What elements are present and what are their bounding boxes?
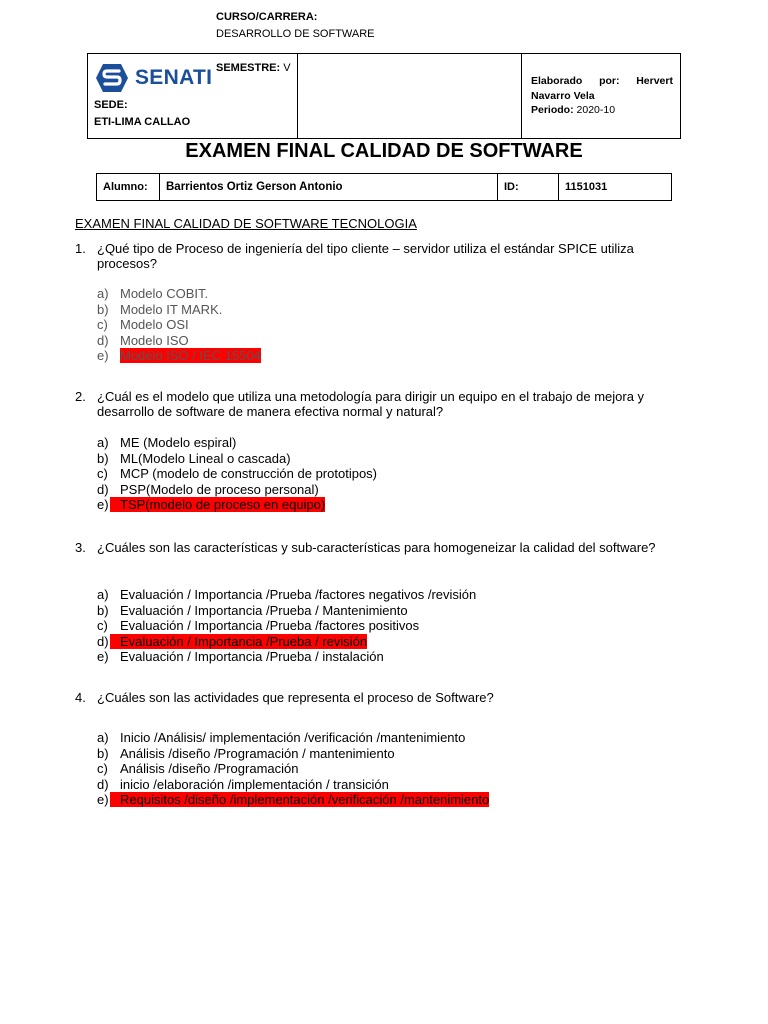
option-c xyxy=(97,761,489,777)
elaborado-first: Hervert xyxy=(636,75,673,87)
option-text-highlighted: TSP(modelo de proceso en equipo) xyxy=(110,497,325,512)
option-a xyxy=(97,286,261,302)
option-text: Evaluación / Importancia /Prueba / instalación xyxy=(120,649,384,664)
option-text: MCP (modelo de construcción de prototipos) xyxy=(120,466,377,481)
option-letter: c) xyxy=(97,618,108,633)
option-letter: b) xyxy=(97,745,109,761)
curso-value: DESARROLLO DE SOFTWARE xyxy=(216,28,375,40)
option-letter: e) xyxy=(97,497,109,512)
question-1-options xyxy=(97,286,261,364)
option-text: Análisis /diseño /Programación / mantenimiento xyxy=(120,745,395,761)
option-letter: c) xyxy=(97,317,108,332)
question-1 xyxy=(75,241,697,271)
option-d xyxy=(97,333,261,349)
option-b xyxy=(97,603,476,619)
periodo-row xyxy=(531,103,673,118)
option-text: Análisis /diseño /Programación xyxy=(120,761,299,776)
question-text: ¿Qué tipo de Proceso de ingeniería del tipo cliente – servidor utiliza el estándar SPICE utiliza procesos? xyxy=(97,241,634,271)
question-3-options xyxy=(97,587,476,665)
option-letter: d) xyxy=(97,633,109,649)
elaborado-block xyxy=(531,74,673,118)
option-letter: e) xyxy=(97,649,109,664)
exam-subtitle: EXAMEN FINAL CALIDAD DE SOFTWARE TECNOLOGIA xyxy=(75,216,417,231)
por-label: por: xyxy=(599,75,620,87)
alumno-value: Barrientos Ortiz Gerson Antonio xyxy=(160,174,498,200)
option-a xyxy=(97,587,476,603)
exam-title: EXAMEN FINAL CALIDAD DE SOFTWARE xyxy=(185,140,583,162)
student-table xyxy=(96,173,672,201)
periodo-value: 2020-10 xyxy=(576,104,616,116)
option-text: ME (Modelo espiral) xyxy=(120,435,237,450)
option-letter: a) xyxy=(97,435,109,450)
question-text: ¿Cuáles son las actividades que representa el proceso de Software? xyxy=(97,690,494,705)
question-number: 3. xyxy=(75,540,86,555)
option-text: Inicio /Análisis/ implementación /verificación /mantenimiento xyxy=(120,730,466,745)
question-4 xyxy=(75,690,697,705)
elaborado-rest: Navarro Vela xyxy=(531,89,595,102)
elaborado-label: Elaborado xyxy=(531,75,583,87)
logo-text: SENATI xyxy=(135,66,213,89)
question-3 xyxy=(75,540,697,555)
option-text: Modelo ISO xyxy=(120,332,189,348)
semestre-row xyxy=(216,62,291,74)
option-letter: d) xyxy=(97,481,109,497)
option-text: Evaluación / Importancia /Prueba / Mantenimiento xyxy=(120,602,408,618)
option-b xyxy=(97,746,489,762)
elaborado-row xyxy=(531,74,673,89)
option-letter: a) xyxy=(97,730,109,745)
option-c xyxy=(97,317,261,333)
option-b xyxy=(97,302,261,318)
option-letter: a) xyxy=(97,587,109,602)
option-text: PSP(Modelo de proceso personal) xyxy=(120,481,319,497)
option-text-highlighted: Evaluación / Importancia /Prueba / revisión xyxy=(110,634,367,649)
senati-logo xyxy=(95,63,212,93)
option-letter: d) xyxy=(97,776,109,792)
question-text: ¿Cuál es el modelo que utiliza una metodología para dirigir un equipo en el trabajo de mejora y desarrollo de software de manera efectiva normal y natural? xyxy=(97,389,645,419)
question-2 xyxy=(75,389,697,419)
option-text-highlighted: Requisitos /diseño /implementación /verificación /mantenimiento xyxy=(110,792,489,807)
option-text: Modelo OSI xyxy=(120,317,189,332)
semestre-label: SEMESTRE: xyxy=(216,62,281,74)
option-a xyxy=(97,435,377,451)
question-2-options xyxy=(97,435,377,513)
question-number: 2. xyxy=(75,389,86,404)
option-c xyxy=(97,618,476,634)
question-text: ¿Cuáles son las características y sub-características para homogeneizar la calidad del software? xyxy=(97,540,656,555)
option-letter: e) xyxy=(97,792,109,807)
option-letter: c) xyxy=(97,466,108,481)
option-letter: d) xyxy=(97,332,109,348)
sede-label: SEDE: xyxy=(94,99,128,111)
alumno-label: Alumno: xyxy=(97,174,160,200)
header-curso-cell xyxy=(298,54,522,138)
option-e xyxy=(97,649,476,665)
senati-emblem-icon xyxy=(95,63,129,93)
id-label: ID: xyxy=(498,174,559,200)
option-letter: b) xyxy=(97,301,109,317)
option-text: inicio /elaboración /implementación / transición xyxy=(120,776,389,792)
question-number: 4. xyxy=(75,690,86,705)
option-text: Modelo COBIT. xyxy=(120,286,209,301)
option-d xyxy=(97,777,489,793)
option-c xyxy=(97,466,377,482)
sede-value: ETI-LIMA CALLAO xyxy=(94,116,191,128)
option-letter: b) xyxy=(97,450,109,466)
option-text: ML(Modelo Lineal o cascada) xyxy=(120,450,291,466)
option-d xyxy=(97,482,377,498)
option-letter: a) xyxy=(97,286,109,301)
option-e-selected xyxy=(97,497,377,513)
option-letter: c) xyxy=(97,761,108,776)
option-letter: b) xyxy=(97,602,109,618)
question-number: 1. xyxy=(75,241,86,256)
question-4-options xyxy=(97,730,489,808)
option-d-selected xyxy=(97,634,476,650)
option-b xyxy=(97,451,377,467)
option-e-selected xyxy=(97,348,261,364)
id-value: 1151031 xyxy=(565,181,608,193)
option-a xyxy=(97,730,489,746)
semestre-value: V xyxy=(283,62,291,74)
option-letter: e) xyxy=(97,348,109,363)
option-text: Modelo IT MARK. xyxy=(120,301,223,317)
option-text: Evaluación / Importancia /Prueba /factores negativos /revisión xyxy=(120,587,477,602)
curso-label: CURSO/CARRERA: xyxy=(216,11,318,23)
option-text-highlighted: Modelo ISO / IEC 15504 xyxy=(120,348,261,363)
periodo-label: Periodo: xyxy=(531,104,574,116)
option-e-selected xyxy=(97,792,489,808)
option-text: Evaluación / Importancia /Prueba /factores positivos xyxy=(120,618,420,633)
